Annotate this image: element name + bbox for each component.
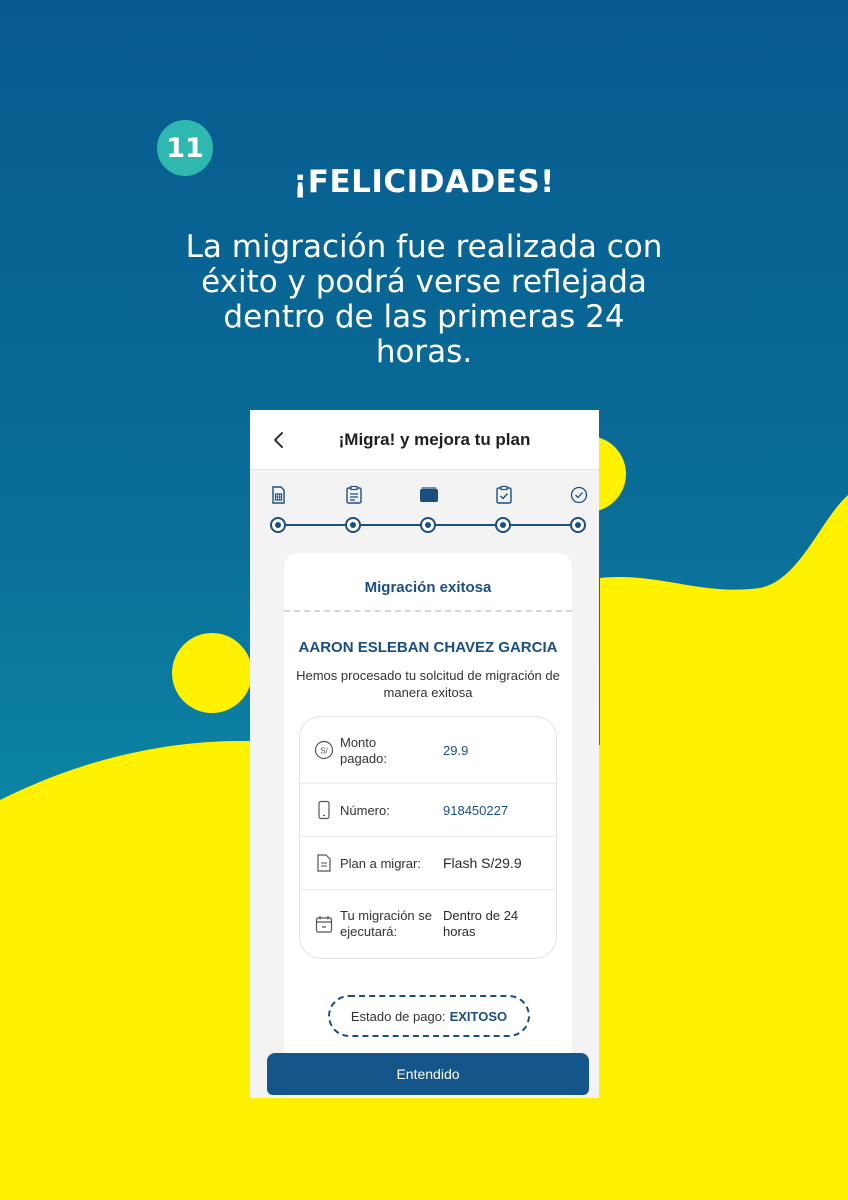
app-bar: [250, 410, 599, 470]
result-card: [284, 553, 572, 1098]
progress-stepper: [250, 470, 599, 555]
detail-value: 29.9: [443, 743, 469, 758]
sim-card-icon: [268, 485, 288, 505]
clipboard-check-icon: [494, 485, 514, 505]
success-message: Hemos procesado tu solcitud de migración de manera exitosa: [296, 668, 560, 700]
details-box: [299, 716, 557, 959]
card-title: Migración exitosa: [364, 579, 492, 596]
card-icon: [419, 485, 439, 505]
detail-row-plan: [300, 837, 556, 890]
step-dot-5: [570, 517, 586, 533]
detail-label: Tu migración se ejecutará:: [340, 908, 432, 939]
detail-value: Dentro de 24 horas: [443, 908, 519, 939]
step-dot-4: [495, 517, 511, 533]
payment-status: [328, 995, 530, 1037]
yellow-circle-left: [172, 633, 252, 713]
step-dot-2: [345, 517, 361, 533]
calendar-icon: [314, 914, 334, 934]
clipboard-icon: [344, 485, 364, 505]
status-value: EXITOSO: [449, 1008, 508, 1024]
step-dot-3: [420, 517, 436, 533]
customer-name: AARON ESLEBAN CHAVEZ GARCIA: [298, 639, 558, 656]
detail-row-schedule: [300, 890, 556, 959]
understood-button[interactable]: Entendido: [267, 1053, 589, 1095]
detail-label: Monto pagado:: [340, 735, 387, 766]
detail-row-number: [300, 784, 556, 837]
dashed-divider: [284, 610, 572, 612]
phone-screenshot: [250, 410, 599, 1098]
detail-row-amount: [300, 717, 556, 784]
status-label: Estado de pago:: [350, 1008, 446, 1024]
subtext: La migración fue realizada con éxito y podrá verse reflejada dentro de las primeras 24 horas.: [185, 229, 663, 370]
detail-value: Flash S/29.9: [443, 855, 522, 871]
app-title: ¡Migra! y mejora tu plan: [338, 430, 531, 449]
currency-sol-icon: [314, 740, 334, 760]
step-number-badge: 11: [157, 120, 213, 176]
detail-label: Número:: [340, 803, 390, 818]
check-circle-icon: [569, 485, 589, 505]
svg-text:S/: S/: [320, 746, 328, 756]
document-icon: [314, 853, 334, 873]
detail-label: Plan a migrar:: [340, 856, 421, 871]
step-dot-1: [270, 517, 286, 533]
phone-icon: [314, 800, 334, 820]
chevron-left-icon[interactable]: [268, 426, 290, 454]
detail-value: 918450227: [443, 803, 509, 818]
headline: ¡FELICIDADES!: [293, 164, 555, 200]
